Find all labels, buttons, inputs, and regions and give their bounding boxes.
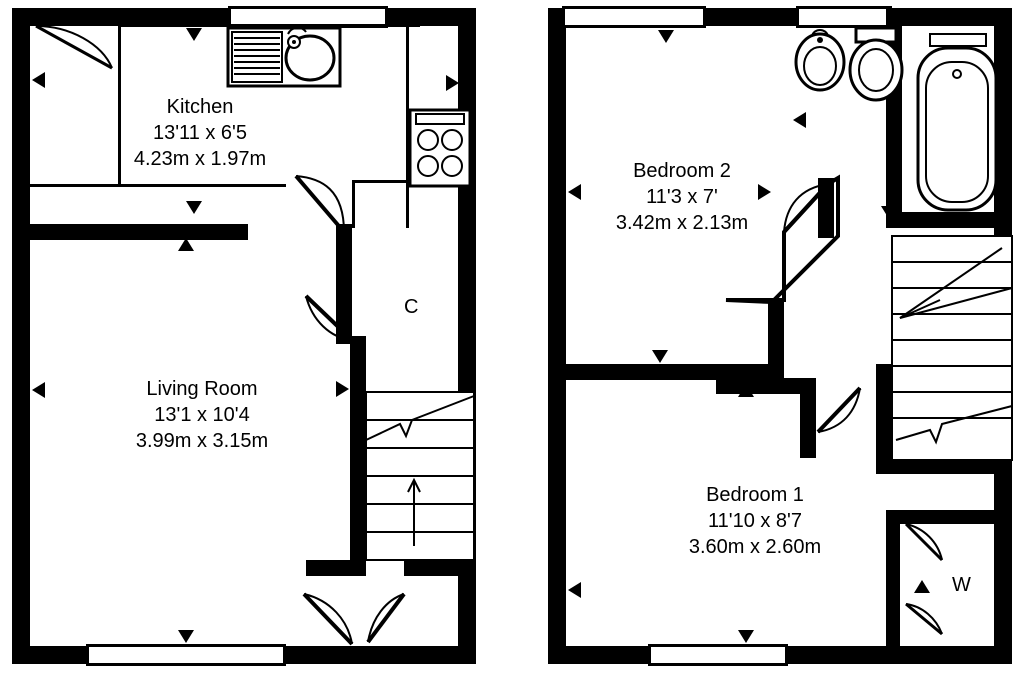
arrow-kitchen-top — [186, 28, 202, 41]
kitchen-sink-unit — [228, 28, 340, 86]
living-room-imperial: 13'1 x 10'4 — [154, 404, 250, 426]
door-front-ground — [36, 26, 112, 68]
tag-wardrobe: W — [952, 574, 971, 596]
arrow-bath-right — [972, 118, 985, 134]
wall-airing-cupboard-left — [886, 510, 900, 664]
arrow-stairs-right — [922, 284, 935, 300]
room-label-bedroom-2 — [592, 158, 772, 236]
wall-stairs-bottom — [876, 458, 1012, 474]
arrow-living-right — [336, 381, 349, 397]
window-livingroom-bottom — [86, 644, 286, 666]
room-label-bedroom-1 — [660, 482, 850, 560]
basin-icon — [796, 30, 844, 90]
wall-bedroom2-right — [818, 178, 834, 238]
wall-hall-bottom-stub — [306, 560, 366, 576]
living-room-metric: 3.99m x 3.15m — [135, 430, 269, 452]
bedroom-1-metric: 3.60m x 2.60m — [688, 536, 822, 558]
kitchen-worktop-right-step-vert — [352, 180, 355, 228]
window-bathroom-top — [796, 6, 892, 28]
wall-bathroom-bottom — [886, 212, 1012, 228]
arrow-bedroom2-top — [658, 30, 674, 43]
living-room-name: Living Room — [146, 378, 258, 400]
room-label-kitchen — [60, 94, 340, 172]
kitchen-worktop-right-step — [352, 180, 412, 183]
wall-ground-left — [12, 8, 30, 664]
kitchen-metric: 4.23m x 1.97m — [133, 148, 267, 170]
bedroom-1-name: Bedroom 1 — [706, 484, 804, 506]
window-bedroom2-top — [562, 6, 706, 28]
arrow-living-bottom — [178, 630, 194, 643]
arrow-bathroom-door — [881, 206, 897, 219]
arrow-bathroom-left — [793, 112, 806, 128]
bedroom-1-imperial: 11'10 x 8'7 — [707, 510, 802, 532]
bedroom-2-name: Bedroom 2 — [633, 160, 731, 182]
arrow-kitchen-bottom — [186, 201, 202, 214]
bedroom-2-imperial: 11'3 x 7' — [646, 186, 718, 208]
arrow-wardrobe — [914, 580, 930, 593]
door-hall-rear — [368, 594, 404, 642]
arrow-bedroom1-top — [738, 384, 754, 397]
wall-bathroom-left — [886, 8, 902, 228]
arrow-living-left — [32, 382, 45, 398]
wall-bedroom1-top — [716, 378, 816, 394]
door-bedroom1 — [818, 388, 860, 432]
arrow-bedroom2-left — [568, 184, 581, 200]
wall-first-right — [994, 8, 1012, 664]
arrow-hall-top — [178, 238, 194, 251]
tag-cupboard: C — [404, 296, 419, 318]
arrow-landing-bedroom2 — [652, 350, 668, 363]
wall-hall-bottom-right — [404, 560, 476, 576]
wall-kitchen-livingroom — [12, 224, 248, 240]
arrow-ground-left-top — [32, 72, 45, 88]
kitchen-worktop-top — [118, 24, 420, 27]
wall-hall-vertical-upper — [336, 224, 352, 344]
kitchen-name: Kitchen — [166, 96, 234, 118]
arrow-kitchen-right — [446, 75, 459, 91]
arrow-bedroom1-left — [568, 582, 581, 598]
wall-bathroom-corner — [930, 8, 1012, 24]
wall-landing-vertical — [768, 300, 784, 380]
door-living-room — [304, 594, 352, 644]
room-label-living-room — [52, 376, 352, 454]
wall-first-left — [548, 8, 566, 664]
arrow-bedroom1-bottom — [738, 630, 754, 643]
window-bedroom1-bottom — [648, 644, 788, 666]
wall-hall-vertical-lower — [350, 336, 366, 576]
kitchen-units-right — [406, 108, 409, 228]
bedroom-2-metric: 3.42m x 2.13m — [615, 212, 749, 234]
kitchen-worktop-bottom — [22, 184, 286, 187]
wall-airing-cupboard — [886, 510, 1012, 524]
arrow-bedroom2-right — [758, 184, 771, 200]
kitchen-imperial: 13'11 x 6'5 — [152, 122, 247, 144]
